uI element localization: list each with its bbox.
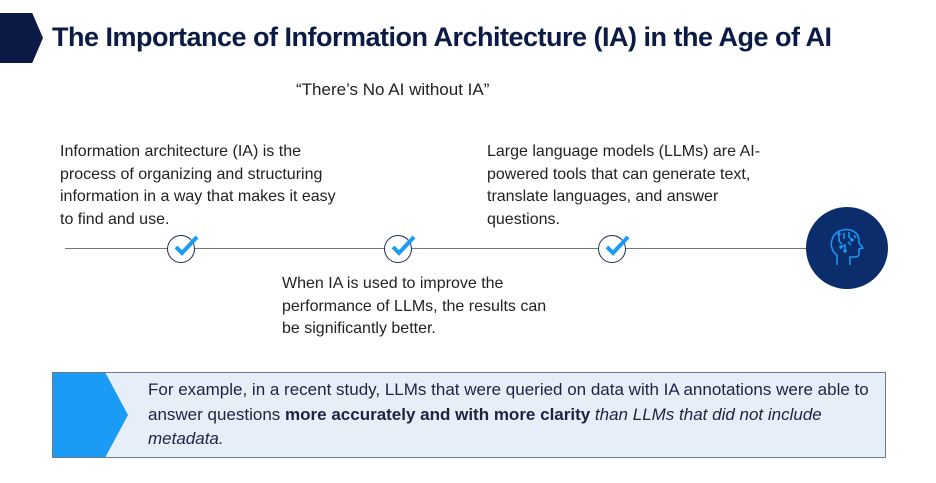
check-icon <box>167 235 195 263</box>
title-tab-shape <box>0 13 43 63</box>
quote: “There’s No AI without IA” <box>296 80 490 99</box>
slide-title: The Importance of Information Architecture (IA) in the Age of AI <box>52 22 832 52</box>
callout-text-italic: than LLMs that did not include metadata. <box>148 404 822 448</box>
point-llm-definition: Large language models (LLMs) are AI-powered tools that can generate text, translate languages, and answer questions. <box>487 143 761 228</box>
check-icon <box>384 235 412 263</box>
callout-arrow-shape <box>53 373 128 457</box>
callout-text <box>148 378 878 452</box>
callout-text-bold: more accurately and with more clarity <box>285 404 591 424</box>
point-ia-llm: When IA is used to improve the performance of LLMs, the results can be significantly better. <box>282 275 547 337</box>
callout-text-normal: For example, in a recent study, LLMs that were queried on data with IA annotations were able to answer questions <box>148 380 869 424</box>
point-ia-definition: Information architecture (IA) is the process of organizing and structuring information in a way that makes it easy to find and use. <box>60 143 336 228</box>
example-callout <box>52 372 886 458</box>
ai-head-icon <box>806 207 888 289</box>
check-icon <box>598 235 626 263</box>
